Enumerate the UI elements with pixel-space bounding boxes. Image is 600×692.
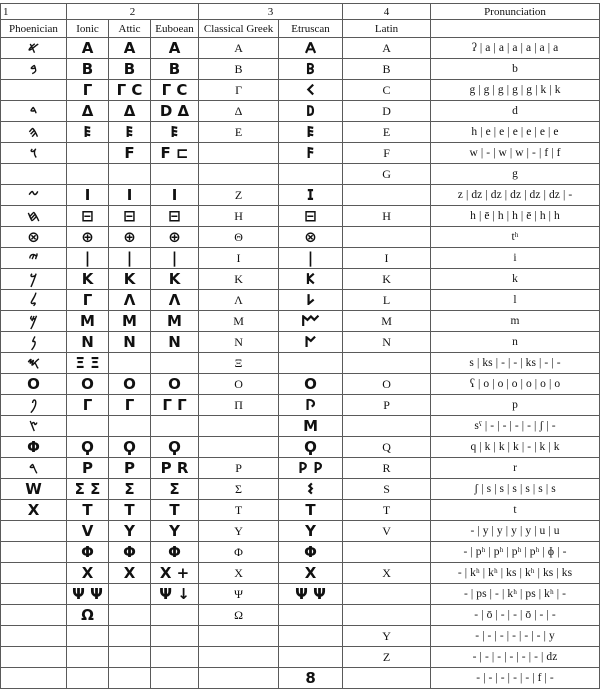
cell-ionic: [67, 143, 109, 164]
cell-classical-greek: Δ: [199, 101, 279, 122]
table-row: [1, 248, 600, 269]
cell-ionic: Μ: [67, 311, 109, 332]
cell-latin: N: [343, 332, 431, 353]
cell-pronunciation: - | y | y | y | y | u | u: [431, 521, 600, 542]
table-row: [1, 584, 600, 605]
cell-pronunciation: d: [431, 101, 600, 122]
table-row: [1, 668, 600, 689]
cell-phoenician: [1, 542, 67, 563]
cell-latin: R: [343, 458, 431, 479]
cell-latin: [343, 668, 431, 689]
cell-attic: [109, 164, 151, 185]
cell-attic: Δ: [109, 101, 151, 122]
cell-phoenician: 𐤆: [1, 185, 67, 206]
cell-etruscan: Y: [279, 521, 343, 542]
cell-etruscan: 𐌂: [279, 80, 343, 101]
cell-phoenician: 𐤐: [1, 395, 67, 416]
cell-phoenician: 𐤓: [1, 458, 67, 479]
cell-pronunciation: ʃ | s | s | s | s | s | s: [431, 479, 600, 500]
table-row: [1, 185, 600, 206]
cell-ionic: V: [67, 521, 109, 542]
cell-pronunciation: t: [431, 500, 600, 521]
cell-phoenician: 𐤇: [1, 206, 67, 227]
cell-pronunciation: g: [431, 164, 600, 185]
table-row: [1, 416, 600, 437]
cell-euboean: Ρ R: [151, 458, 199, 479]
alphabet-comparison-table: [0, 3, 600, 689]
cell-euboean: Β: [151, 59, 199, 80]
cell-pronunciation: - | pʰ | pʰ | pʰ | pʰ | ɸ | -: [431, 542, 600, 563]
cell-latin: F: [343, 143, 431, 164]
cell-latin: E: [343, 122, 431, 143]
cell-etruscan: [279, 164, 343, 185]
cell-classical-greek: Ψ: [199, 584, 279, 605]
cell-euboean: O: [151, 374, 199, 395]
cell-ionic: K: [67, 269, 109, 290]
cell-classical-greek: Ζ: [199, 185, 279, 206]
cell-phoenician: Φ: [1, 437, 67, 458]
cell-latin: X: [343, 563, 431, 584]
cell-latin: O: [343, 374, 431, 395]
cell-euboean: Γ Γ: [151, 395, 199, 416]
cell-pronunciation: i: [431, 248, 600, 269]
cell-classical-greek: Ι: [199, 248, 279, 269]
cell-phoenician: 𐤎: [1, 353, 67, 374]
cell-attic: Ρ: [109, 458, 151, 479]
cell-phoenician: 𐤋: [1, 290, 67, 311]
cell-phoenician: [1, 164, 67, 185]
cell-classical-greek: [199, 416, 279, 437]
cell-phoenician: 𐤌: [1, 311, 67, 332]
cell-latin: V: [343, 521, 431, 542]
cell-ionic: Γ: [67, 290, 109, 311]
cell-attic: Ϝ: [109, 143, 151, 164]
cell-euboean: Σ: [151, 479, 199, 500]
cell-classical-greek: Χ: [199, 563, 279, 584]
cell-euboean: [151, 353, 199, 374]
cell-attic: Ν: [109, 332, 151, 353]
cell-classical-greek: [199, 143, 279, 164]
column-header-classical-greek: Classical Greek: [199, 20, 279, 38]
cell-pronunciation: ʕ | o | o | o | o | o | o: [431, 374, 600, 395]
cell-pronunciation: - | - | - | - | - | - | dz: [431, 647, 600, 668]
cell-ionic: Ι: [67, 185, 109, 206]
cell-phoenician: [1, 647, 67, 668]
cell-etruscan: ⊗: [279, 227, 343, 248]
cell-classical-greek: [199, 647, 279, 668]
cell-ionic: [67, 668, 109, 689]
cell-phoenician: [1, 80, 67, 101]
group-header-4: 4: [343, 4, 431, 20]
table-row: [1, 500, 600, 521]
cell-latin: A: [343, 38, 431, 59]
cell-classical-greek: Λ: [199, 290, 279, 311]
cell-latin: K: [343, 269, 431, 290]
cell-euboean: ⊕: [151, 227, 199, 248]
cell-euboean: [151, 605, 199, 626]
cell-pronunciation: - | kʰ | kʰ | ks | kʰ | ks | ks: [431, 563, 600, 584]
cell-classical-greek: Κ: [199, 269, 279, 290]
cell-pronunciation: b: [431, 59, 600, 80]
table-row: [1, 563, 600, 584]
cell-attic: Ι: [109, 185, 151, 206]
cell-pronunciation: - | ō | - | - | ō | - | -: [431, 605, 600, 626]
cell-phoenician: X: [1, 500, 67, 521]
cell-ionic: [67, 647, 109, 668]
table-body: [1, 4, 600, 689]
cell-euboean: Ϙ: [151, 437, 199, 458]
cell-attic: |: [109, 248, 151, 269]
cell-latin: Q: [343, 437, 431, 458]
cell-etruscan: Ψ Ψ: [279, 584, 343, 605]
cell-ionic: 𐌄: [67, 122, 109, 143]
cell-classical-greek: Β: [199, 59, 279, 80]
cell-classical-greek: Φ: [199, 542, 279, 563]
table-row: [1, 437, 600, 458]
cell-attic: X: [109, 563, 151, 584]
cell-ionic: [67, 416, 109, 437]
cell-euboean: Ι: [151, 185, 199, 206]
cell-ionic: Β: [67, 59, 109, 80]
cell-attic: Μ: [109, 311, 151, 332]
cell-phoenician: 𐤄: [1, 122, 67, 143]
table-row: [1, 143, 600, 164]
cell-attic: Y: [109, 521, 151, 542]
cell-euboean: [151, 416, 199, 437]
table-row: [1, 374, 600, 395]
cell-phoenician: [1, 584, 67, 605]
cell-attic: Α: [109, 38, 151, 59]
cell-classical-greek: Η: [199, 206, 279, 227]
group-header-3: 3: [199, 4, 343, 20]
cell-classical-greek: Π: [199, 395, 279, 416]
cell-latin: [343, 185, 431, 206]
cell-pronunciation: - | - | - | - | - | - | y: [431, 626, 600, 647]
cell-ionic: Ξ Ξ: [67, 353, 109, 374]
cell-ionic: Τ: [67, 500, 109, 521]
cell-etruscan: 𐌌: [279, 311, 343, 332]
column-header-attic: Attic: [109, 20, 151, 38]
cell-ionic: Ω: [67, 605, 109, 626]
cell-pronunciation: tʰ: [431, 227, 600, 248]
cell-phoenician: 𐤁: [1, 59, 67, 80]
cell-latin: [343, 227, 431, 248]
cell-latin: [343, 353, 431, 374]
cell-attic: [109, 605, 151, 626]
cell-latin: I: [343, 248, 431, 269]
cell-latin: P: [343, 395, 431, 416]
cell-euboean: Ψ ↓: [151, 584, 199, 605]
cell-classical-greek: Ε: [199, 122, 279, 143]
cell-ionic: [67, 626, 109, 647]
cell-pronunciation: p: [431, 395, 600, 416]
cell-latin: B: [343, 59, 431, 80]
cell-latin: [343, 584, 431, 605]
cell-euboean: Λ: [151, 290, 199, 311]
cell-euboean: Γ C: [151, 80, 199, 101]
cell-attic: Γ: [109, 395, 151, 416]
cell-etruscan: 𐌐: [279, 395, 343, 416]
cell-classical-greek: Μ: [199, 311, 279, 332]
cell-etruscan: 𐌋: [279, 290, 343, 311]
cell-latin: [343, 605, 431, 626]
cell-pronunciation: z | dz | dz | dz | dz | dz | -: [431, 185, 600, 206]
cell-etruscan: X: [279, 563, 343, 584]
cell-euboean: [151, 668, 199, 689]
cell-euboean: K: [151, 269, 199, 290]
cell-pronunciation: k: [431, 269, 600, 290]
cell-euboean: [151, 626, 199, 647]
cell-latin: L: [343, 290, 431, 311]
cell-attic: K: [109, 269, 151, 290]
cell-euboean: Φ: [151, 542, 199, 563]
cell-pronunciation: sˤ | - | - | - | - | ʃ | -: [431, 416, 600, 437]
cell-etruscan: 𐌅: [279, 143, 343, 164]
cell-phoenician: 𐤊: [1, 269, 67, 290]
cell-attic: Τ: [109, 500, 151, 521]
cell-euboean: ⊟: [151, 206, 199, 227]
cell-etruscan: Φ: [279, 542, 343, 563]
cell-latin: H: [343, 206, 431, 227]
cell-euboean: Α: [151, 38, 199, 59]
table-row: [1, 605, 600, 626]
cell-etruscan: 𐌁: [279, 59, 343, 80]
cell-ionic: Ϙ: [67, 437, 109, 458]
column-header-latin: Latin: [343, 20, 431, 38]
table-row: [1, 101, 600, 122]
cell-ionic: [67, 164, 109, 185]
cell-euboean: |: [151, 248, 199, 269]
cell-classical-greek: [199, 164, 279, 185]
cell-etruscan: 𐌆: [279, 185, 343, 206]
cell-phoenician: O: [1, 374, 67, 395]
table-row: [1, 479, 600, 500]
cell-phoenician: 𐤑: [1, 416, 67, 437]
cell-attic: [109, 353, 151, 374]
cell-latin: T: [343, 500, 431, 521]
cell-euboean: X +: [151, 563, 199, 584]
cell-etruscan: ⊟: [279, 206, 343, 227]
cell-phoenician: [1, 563, 67, 584]
cell-etruscan: M: [279, 416, 343, 437]
table-row: [1, 38, 600, 59]
table-row: [1, 332, 600, 353]
cell-pronunciation: h | ē | h | h | ē | h | h: [431, 206, 600, 227]
cell-attic: [109, 668, 151, 689]
cell-pronunciation: g | g | g | g | g | k | k: [431, 80, 600, 101]
table-row: [1, 542, 600, 563]
table-row: [1, 80, 600, 101]
cell-etruscan: 𐌍: [279, 332, 343, 353]
cell-attic: Φ: [109, 542, 151, 563]
table-row: [1, 521, 600, 542]
cell-latin: G: [343, 164, 431, 185]
cell-classical-greek: Γ: [199, 80, 279, 101]
cell-classical-greek: Ρ: [199, 458, 279, 479]
cell-phoenician: 𐤀: [1, 38, 67, 59]
cell-euboean: Τ: [151, 500, 199, 521]
cell-ionic: Δ: [67, 101, 109, 122]
cell-ionic: ⊕: [67, 227, 109, 248]
group-header-row: [1, 4, 600, 20]
cell-euboean: [151, 164, 199, 185]
cell-ionic: Φ: [67, 542, 109, 563]
column-header-etruscan: Etruscan: [279, 20, 343, 38]
cell-euboean: Y: [151, 521, 199, 542]
cell-ionic: O: [67, 374, 109, 395]
cell-ionic: Ν: [67, 332, 109, 353]
cell-attic: [109, 626, 151, 647]
cell-classical-greek: Ο: [199, 374, 279, 395]
cell-ionic: Ψ Ψ: [67, 584, 109, 605]
cell-phoenician: W: [1, 479, 67, 500]
group-header-pronunciation: Pronunciation: [431, 4, 600, 20]
cell-classical-greek: Τ: [199, 500, 279, 521]
cell-latin: S: [343, 479, 431, 500]
cell-attic: ⊕: [109, 227, 151, 248]
column-header-pronunciation-values: [431, 20, 600, 38]
cell-attic: [109, 647, 151, 668]
cell-etruscan: [279, 647, 343, 668]
column-header-row: [1, 20, 600, 38]
table-row: [1, 290, 600, 311]
cell-ionic: |: [67, 248, 109, 269]
table-row: [1, 458, 600, 479]
cell-phoenician: 𐤅: [1, 143, 67, 164]
cell-classical-greek: Ω: [199, 605, 279, 626]
cell-etruscan: Τ: [279, 500, 343, 521]
cell-attic: [109, 416, 151, 437]
cell-attic: ⊟: [109, 206, 151, 227]
cell-pronunciation: - | ps | - | kʰ | ps | kʰ | -: [431, 584, 600, 605]
cell-ionic: Γ: [67, 395, 109, 416]
table-row: [1, 122, 600, 143]
cell-classical-greek: [199, 668, 279, 689]
cell-phoenician: 𐤃: [1, 101, 67, 122]
table-row: [1, 206, 600, 227]
cell-latin: M: [343, 311, 431, 332]
cell-latin: Y: [343, 626, 431, 647]
cell-attic: Ϙ: [109, 437, 151, 458]
cell-classical-greek: Ν: [199, 332, 279, 353]
cell-attic: Γ C: [109, 80, 151, 101]
cell-latin: D: [343, 101, 431, 122]
cell-attic: [109, 584, 151, 605]
cell-latin: [343, 416, 431, 437]
cell-etruscan: 𐌓 𐌓: [279, 458, 343, 479]
cell-etruscan: 8: [279, 668, 343, 689]
cell-etruscan: [279, 605, 343, 626]
cell-pronunciation: r: [431, 458, 600, 479]
table-row: [1, 353, 600, 374]
cell-latin: Z: [343, 647, 431, 668]
cell-classical-greek: [199, 626, 279, 647]
cell-classical-greek: Υ: [199, 521, 279, 542]
cell-phoenician: [1, 668, 67, 689]
cell-attic: 𐌄: [109, 122, 151, 143]
table-row: [1, 164, 600, 185]
cell-ionic: Ρ: [67, 458, 109, 479]
cell-etruscan: 𐌀: [279, 38, 343, 59]
table-row: [1, 311, 600, 332]
column-header-phoenician: Phoenician: [1, 20, 67, 38]
cell-euboean: D Δ: [151, 101, 199, 122]
cell-pronunciation: - | - | - | - | - | f | -: [431, 668, 600, 689]
cell-classical-greek: Ξ: [199, 353, 279, 374]
cell-euboean: 𐌄: [151, 122, 199, 143]
cell-latin: [343, 542, 431, 563]
cell-etruscan: 𐌔: [279, 479, 343, 500]
group-header-2: 2: [67, 4, 199, 20]
cell-latin: C: [343, 80, 431, 101]
cell-etruscan: 𐌄: [279, 122, 343, 143]
cell-pronunciation: ʔ | a | a | a | a | a | a: [431, 38, 600, 59]
cell-etruscan: |: [279, 248, 343, 269]
cell-pronunciation: m: [431, 311, 600, 332]
cell-etruscan: [279, 626, 343, 647]
table-row: [1, 395, 600, 416]
cell-phoenician: [1, 605, 67, 626]
cell-etruscan: 𐌊: [279, 269, 343, 290]
cell-phoenician: [1, 521, 67, 542]
cell-euboean: Ϝ ⊏: [151, 143, 199, 164]
cell-phoenician: 𐤍: [1, 332, 67, 353]
cell-ionic: ⊟: [67, 206, 109, 227]
cell-pronunciation: w | - | w | w | - | f | f: [431, 143, 600, 164]
cell-phoenician: ⊗: [1, 227, 67, 248]
cell-etruscan: O: [279, 374, 343, 395]
cell-attic: Σ: [109, 479, 151, 500]
cell-classical-greek: Σ: [199, 479, 279, 500]
table-row: [1, 647, 600, 668]
cell-phoenician: [1, 626, 67, 647]
cell-ionic: Σ Σ: [67, 479, 109, 500]
table-row: [1, 227, 600, 248]
cell-euboean: [151, 647, 199, 668]
cell-pronunciation: l: [431, 290, 600, 311]
table-row: [1, 59, 600, 80]
cell-ionic: Γ: [67, 80, 109, 101]
cell-pronunciation: s | ks | - | - | ks | - | -: [431, 353, 600, 374]
cell-etruscan: [279, 353, 343, 374]
cell-euboean: Μ: [151, 311, 199, 332]
column-header-euboean: Euboean: [151, 20, 199, 38]
column-header-ionic: Ionic: [67, 20, 109, 38]
cell-etruscan: 𐌃: [279, 101, 343, 122]
cell-euboean: Ν: [151, 332, 199, 353]
cell-pronunciation: q | k | k | k | - | k | k: [431, 437, 600, 458]
cell-attic: Β: [109, 59, 151, 80]
cell-etruscan: Ϙ: [279, 437, 343, 458]
group-header-1: 1: [1, 4, 67, 20]
cell-ionic: X: [67, 563, 109, 584]
cell-attic: O: [109, 374, 151, 395]
cell-pronunciation: h | e | e | e | e | e | e: [431, 122, 600, 143]
table-row: [1, 626, 600, 647]
cell-attic: Λ: [109, 290, 151, 311]
cell-classical-greek: [199, 437, 279, 458]
cell-classical-greek: Θ: [199, 227, 279, 248]
cell-ionic: Α: [67, 38, 109, 59]
cell-classical-greek: Α: [199, 38, 279, 59]
cell-phoenician: 𐤉: [1, 248, 67, 269]
cell-pronunciation: n: [431, 332, 600, 353]
table-row: [1, 269, 600, 290]
